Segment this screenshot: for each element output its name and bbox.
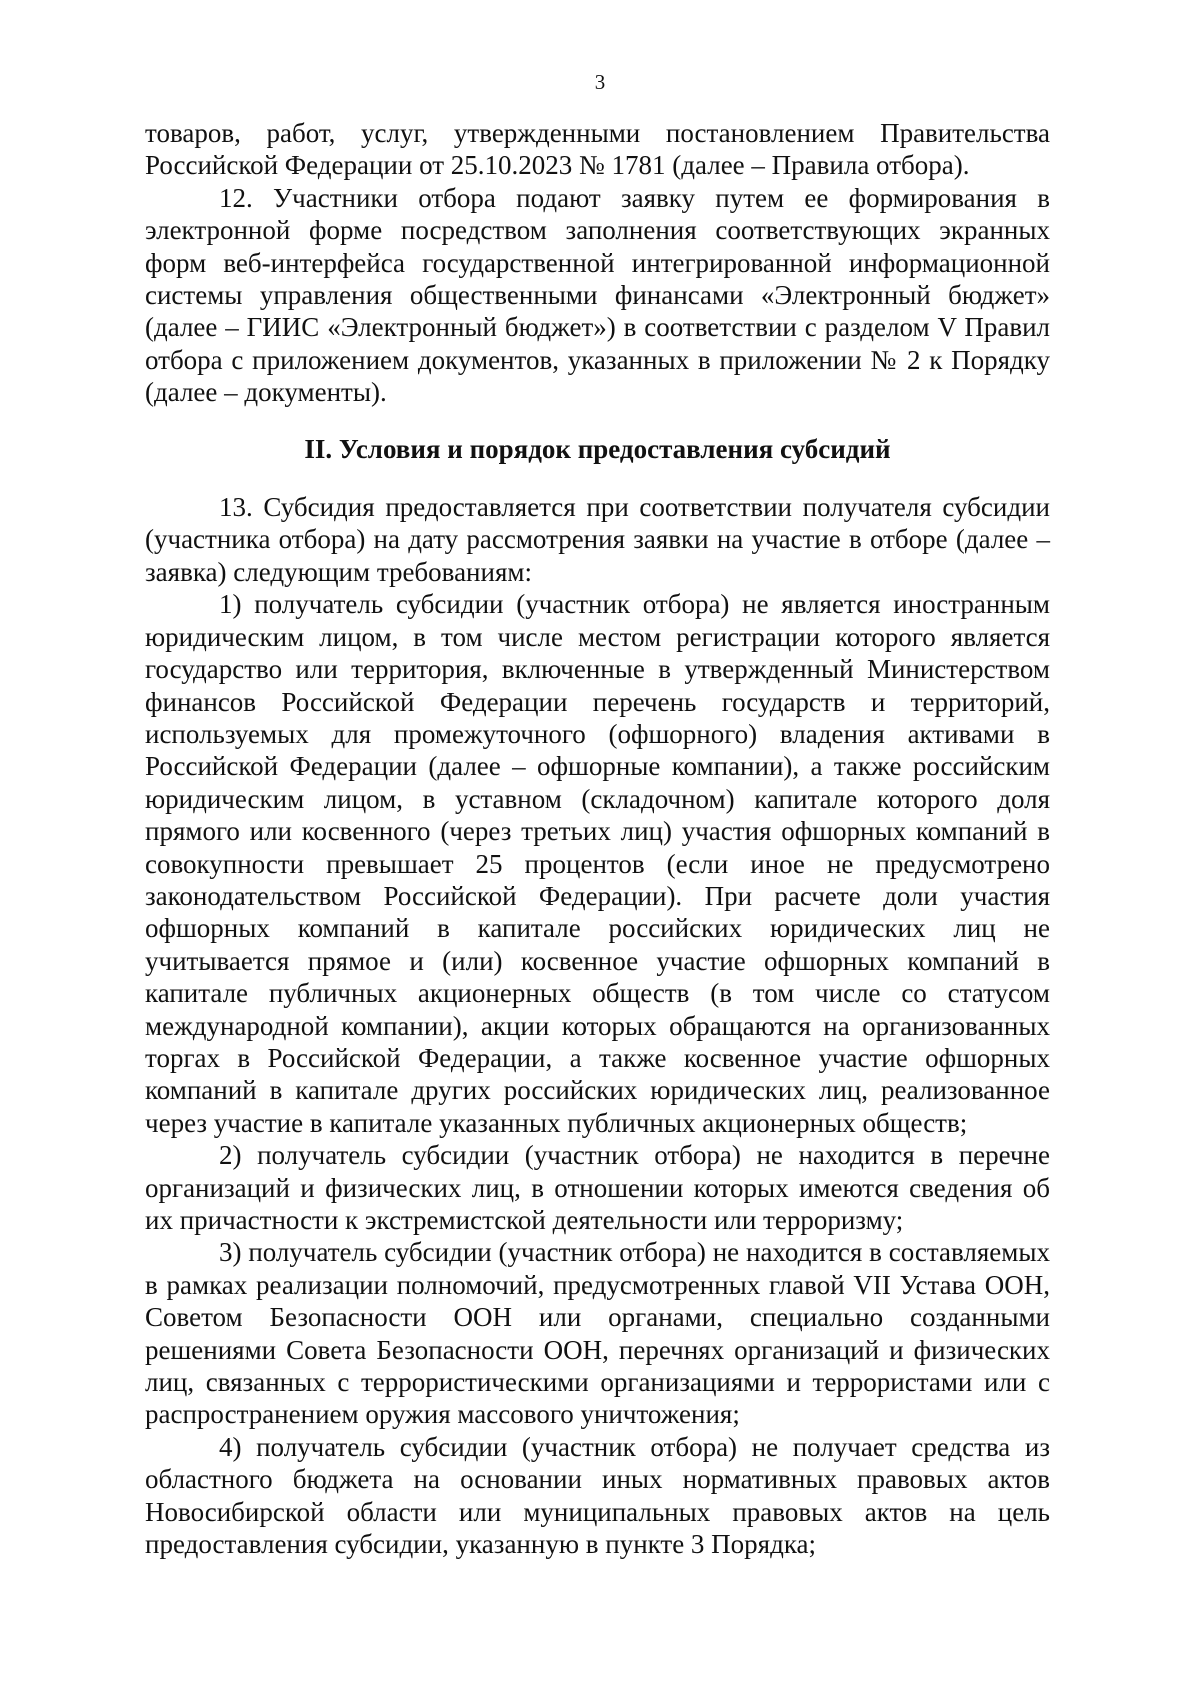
page-number: 3	[594, 70, 606, 94]
list-item-2: 2) получатель субсидии (участник отбора) не находится в перечне организаций и физических лиц, в отношении которых имеются сведения об их причастности к экстремистской деятельности или терроризму;	[145, 1140, 1050, 1235]
list-item-4: 4) получатель субсидии (участник отбора) не получает средства из областного бюджета на основании иных нормативных правовых актов Новосибирской области или муниципальных правовых актов на цель предоставления субсидии, указанную в пункте 3 Порядка;	[145, 1431, 1050, 1560]
paragraph-continuation: товаров, работ, услуг, утвержденными постановлением Правительства Российской Федерации от 25.10.2023 № 1781 (далее – Правила отбора).	[145, 118, 1050, 181]
section-heading: II. Условия и порядок предоставления субсидий	[304, 433, 891, 464]
paragraph-12: 12. Участники отбора подают заявку путем ее формирования в электронной форме посредством заполнения соответствующих экранных форм веб-интерфейса государственной интегрированной информационной системы управления общественными финансами «Электронный бюджет» (далее – ГИИС «Электронный бюджет») в соответствии с разделом V Правил отбора с приложением документов, указанных в приложении № 2 к Порядку (далее – документы).	[145, 182, 1050, 408]
document-body	[145, 117, 1050, 1560]
list-item-3: 3) получатель субсидии (участник отбора) не находится в составляемых в рамках реализации полномочий, предусмотренных главой VII Устава ООН, Советом Безопасности ООН или органами, специально созданными решениями Совета Безопасности ООН, перечнях организаций и физических лиц, связанных с террористическими организациями и террористами или с распространением оружия массового уничтожения;	[145, 1237, 1050, 1430]
list-item-1: 1) получатель субсидии (участник отбора) не является иностранным юридическим лицом, в том числе местом регистрации которого является государство или территория, включенные в утвержденный Министерством финансов Российской Федерации перечень государств и территорий, используемых для промежуточного (офшорного) владения активами в Российской Федерации (далее – офшорные компании), а также российским юридическим лицом, в уставном (складочном) капитале которого доля прямого или косвенного (через третьих лиц) участия офшорных компаний в совокупности превышает 25 процентов (если иное не предусмотрено законодательством Российской Федерации). При расчете доли участия офшорных компаний в капитале российских юридических лиц не учитывается прямое и (или) косвенное участие офшорных компаний в капитале публичных акционерных обществ (в том числе со статусом международной компании), акции которых обращаются на организованных торгах в Российской Федерации, а также косвенное участие офшорных компаний в капитале других российских юридических лиц, реализованное через участие в капитале указанных публичных акционерных обществ;	[145, 589, 1050, 1138]
paragraph-13: 13. Субсидия предоставляется при соответствии получателя субсидии (участника отбора) на дату рассмотрения заявки на участие в отборе (далее – заявка) следующим требованиям:	[145, 492, 1050, 587]
